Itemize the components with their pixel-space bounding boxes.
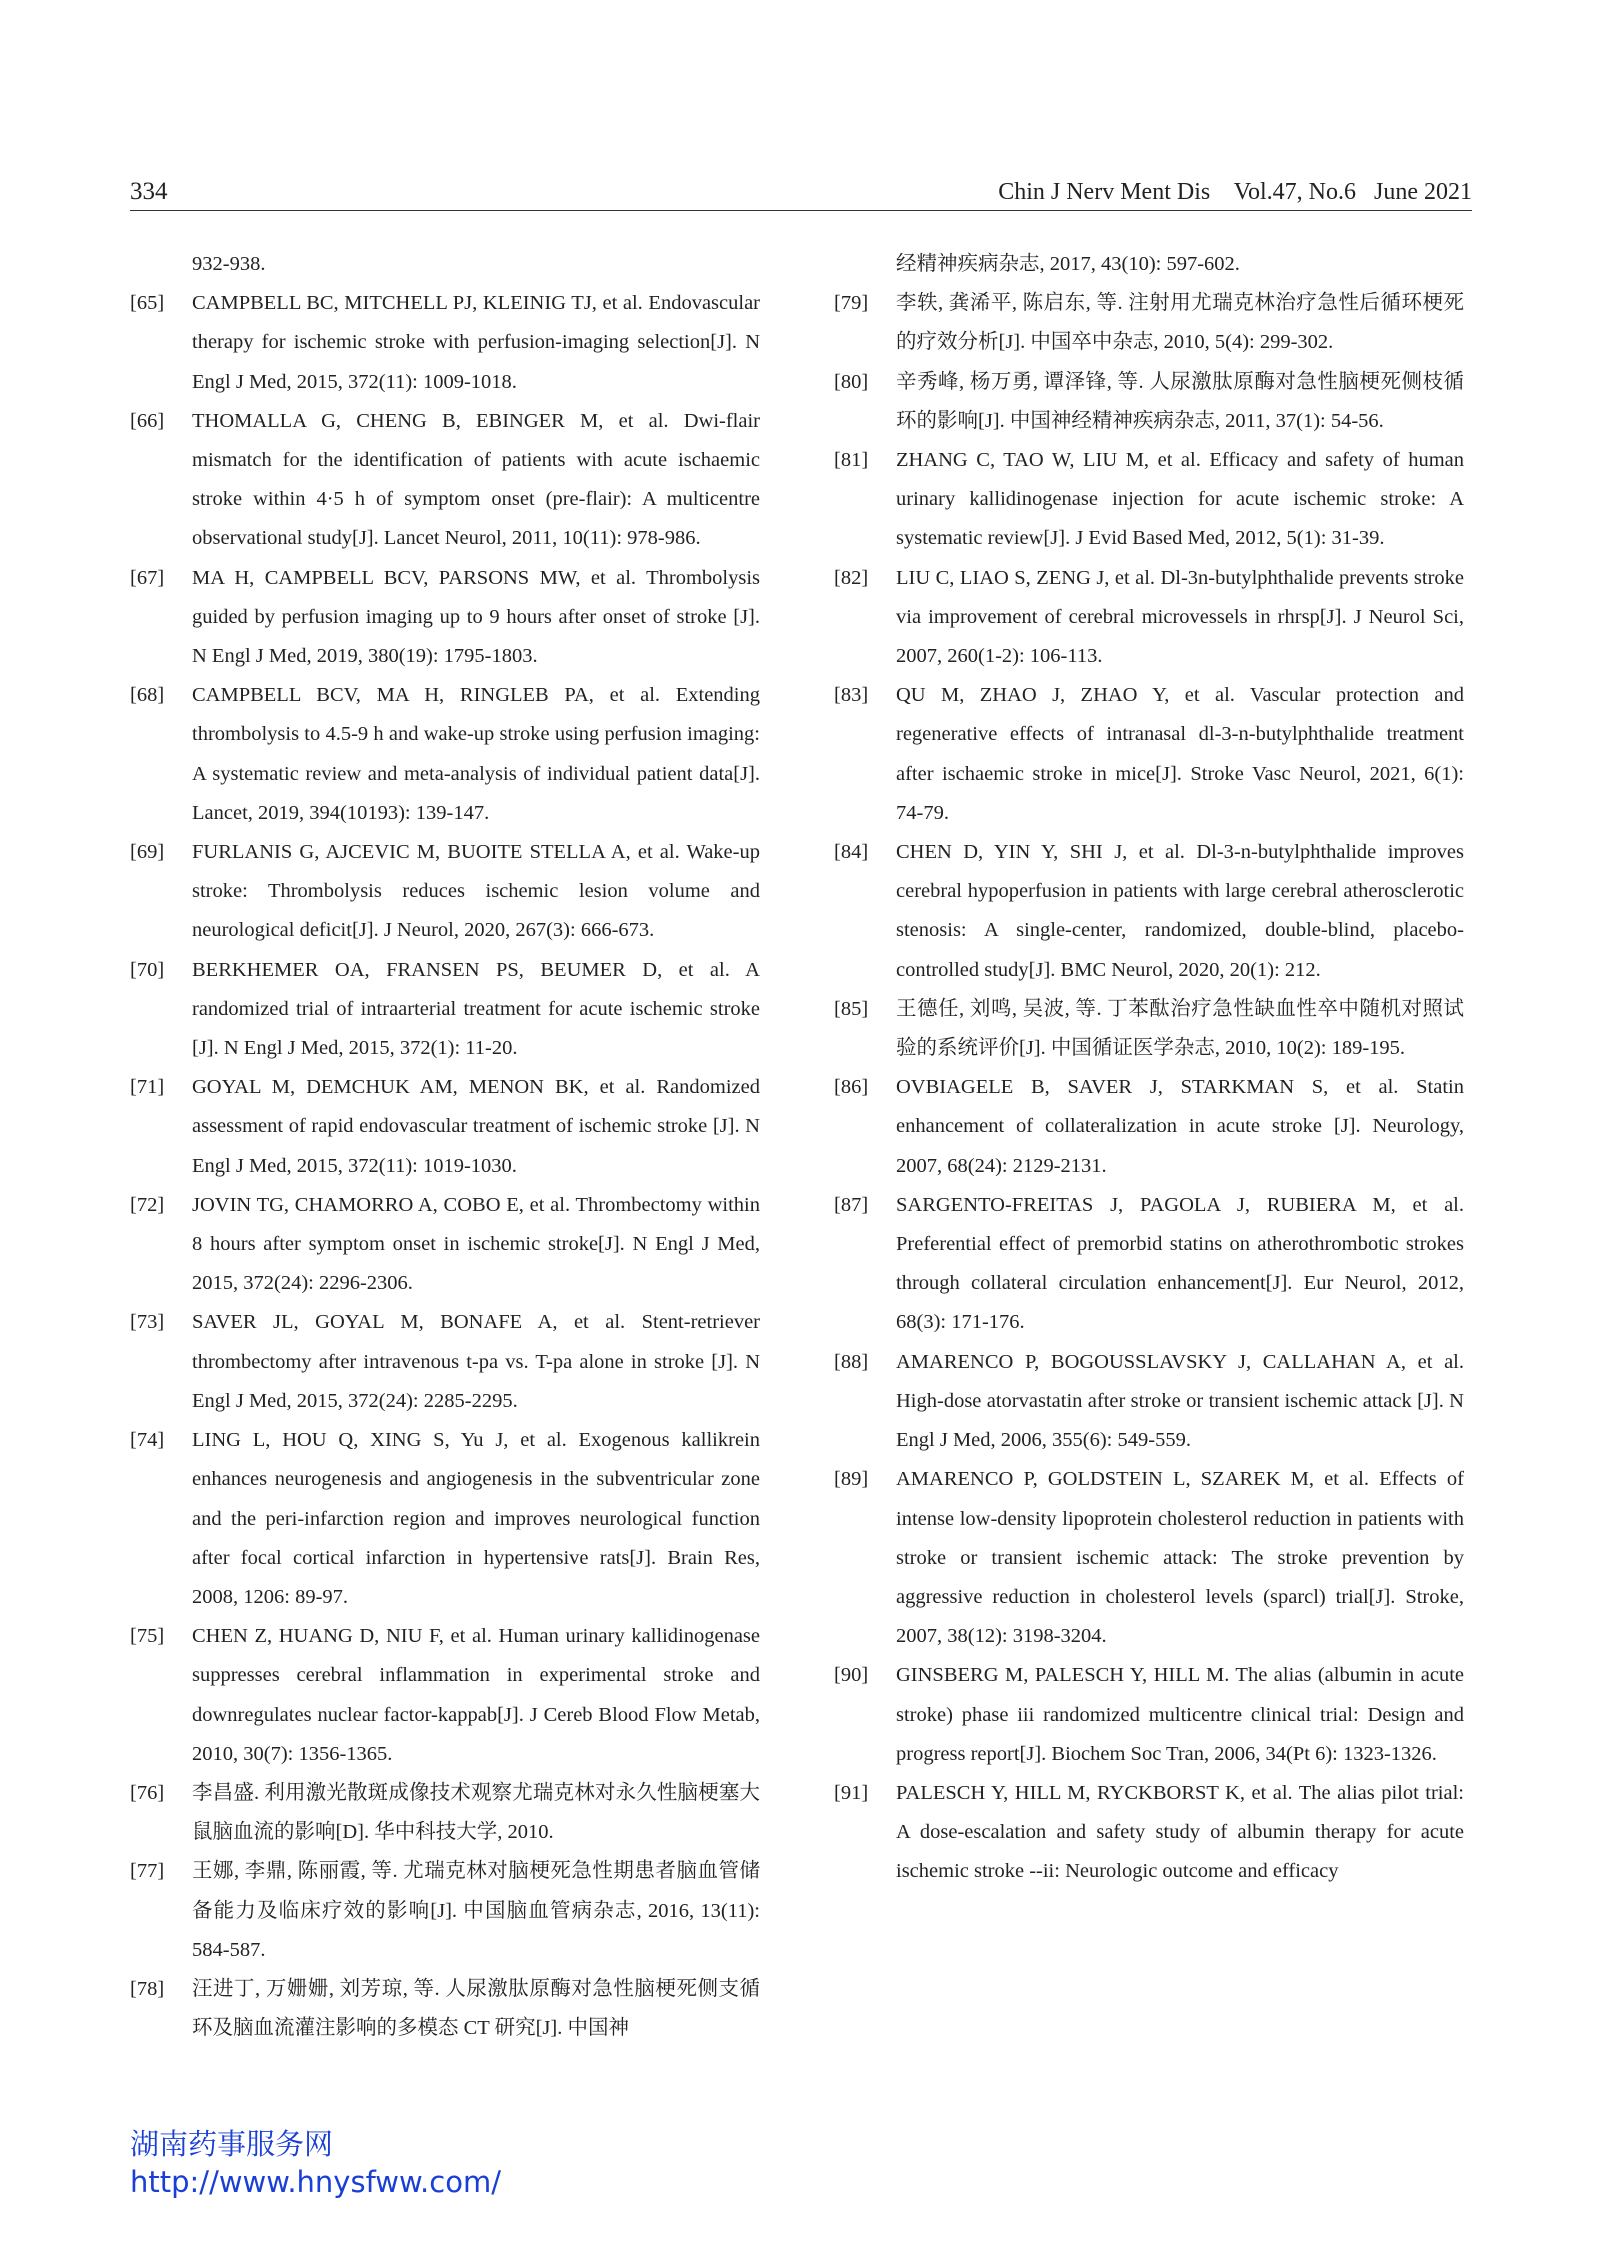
page-number: 334 — [130, 178, 168, 205]
reference-88: [88] AMARENCO P, BOGOUSSLAVSKY J, CALLAHAN A, et al. High-dose atorvastatin after stroke or transient ischemic attack [J]. N Engl J Med, 2006, 355(6): 549-559. — [834, 1350, 1464, 1452]
reference-70: [70] BERKHEMER OA, FRANSEN PS, BEUMER D, et al. A randomized trial of intraarterial treatment for acute ischemic stroke [J]. N Engl J Med, 2015, 372(1): 11-20. — [130, 958, 760, 1060]
left-column — [130, 245, 760, 2048]
reference-67: [67] MA H, CAMPBELL BCV, PARSONS MW, et al. Thrombolysis guided by perfusion imaging up to 9 hours after onset of stroke [J]. N Engl J Med, 2019, 380(19): 1795-1803. — [130, 566, 760, 668]
reference-66: [66] THOMALLA G, CHENG B, EBINGER M, et al. Dwi-flair mismatch for the identification of patients with acute ischaemic stroke within 4·5 h of symptom onset (pre-flair): A multicentre observational study[J]. Lancet Neurol, 2011, 10(11): 978-986. — [130, 409, 760, 550]
watermark-title: 湖南药事服务网 — [130, 2127, 334, 2161]
watermark-url[interactable]: http://www.hnysfww.com/ — [130, 2165, 501, 2199]
reference-77: [77] 王娜, 李鼎, 陈丽霞, 等. 尤瑞克林对脑梗死急性期患者脑血管储备能力及临床疗效的影响[J]. 中国脑血管病杂志, 2016, 13(11): 584-587. — [130, 1860, 760, 1961]
reference-90: [90] GINSBERG M, PALESCH Y, HILL M. The alias (albumin in acute stroke) phase iii randomized multicentre clinical trial: Design and progress report[J]. Biochem Soc Tran, 2006, 34(Pt 6): 1323-1326. — [834, 1664, 1464, 1765]
reference-82: [82] LIU C, LIAO S, ZENG J, et al. Dl-3n-butylphthalide prevents stroke via improvement of cerebral microvessels in rhrsp[J]. J Neurol Sci, 2007, 260(1-2): 106-113. — [834, 566, 1464, 668]
reference-86: [86] OVBIAGELE B, SAVER J, STARKMAN S, et al. Statin enhancement of collateralization in acute stroke [J]. Neurology, 2007, 68(24): 2129-2131. — [834, 1076, 1464, 1177]
reference-73: [73] SAVER JL, GOYAL M, BONAFE A, et al. Stent-retriever thrombectomy after intravenous t-pa vs. T-pa alone in stroke [J]. N Engl J Med, 2015, 372(24): 2285-2295. — [130, 1311, 760, 1412]
reference-85: [85] 王德任, 刘鸣, 吴波, 等. 丁苯酞治疗急性缺血性卒中随机对照试验的系统评价[J]. 中国循证医学杂志, 2010, 10(2): 189-195. — [834, 997, 1464, 1060]
reference-87: [87] SARGENTO-FREITAS J, PAGOLA J, RUBIERA M, et al. Preferential effect of premorbid statins on atherothrombotic strokes through collateral circulation enhancement[J]. Eur Neurol, 2012, 68(3): 171-176. — [834, 1193, 1464, 1334]
reference-65: [65] CAMPBELL BC, MITCHELL PJ, KLEINIG TJ, et al. Endovascular therapy for ischemic stroke with perfusion-imaging selection[J]. N Engl J Med, 2015, 372(11): 1009-1018. — [130, 292, 760, 393]
reference-71: [71] GOYAL M, DEMCHUK AM, MENON BK, et al. Randomized assessment of rapid endovascular treatment of ischemic stroke [J]. N Engl J Med, 2015, 372(11): 1019-1030. — [130, 1076, 760, 1177]
right-column — [834, 245, 1464, 1892]
reference-83: [83] QU M, ZHAO J, ZHAO Y, et al. Vascular protection and regenerative effects of intranasal dl-3-n-butylphthalide treatment after ischaemic stroke in mice[J]. Stroke Vasc Neurol, 2021, 6(1): 74-79. — [834, 684, 1464, 824]
reference-75: [75] CHEN Z, HUANG D, NIU F, et al. Human urinary kallidinogenase suppresses cerebral inflammation in experimental stroke and downregulates nuclear factor-kappab[J]. J Cereb Blood Flow Metab, 2010, 30(7): 1356-1365. — [130, 1625, 760, 1765]
reference-78: [78] 汪进丁, 万姗姗, 刘芳琼, 等. 人尿激肽原酶对急性脑梗死侧支循环及脑血流灌注影响的多模态 CT 研究[J]. 中国神 — [130, 1977, 760, 2040]
reference-74: [74] LING L, HOU Q, XING S, Yu J, et al. Exogenous kallikrein enhances neurogenesis and angiogenesis in the subventricular zone and the peri-infarction region and improves neurological function after focal cortical infarction in hypertensive rats[J]. Brain Res, 2008, 1206: 89-97. — [130, 1429, 760, 1608]
reference-81: [81] ZHANG C, TAO W, LIU M, et al. Efficacy and safety of human urinary kallidinogenase injection for acute ischemic stroke: A systematic review[J]. J Evid Based Med, 2012, 5(1): 31-39. — [834, 449, 1464, 550]
reference-69: [69] FURLANIS G, AJCEVIC M, BUOITE STELLA A, et al. Wake-up stroke: Thrombolysis reduces ischemic lesion volume and neurological deficit[J]. J Neurol, 2020, 267(3): 666-673. — [130, 841, 760, 942]
journal-citation: Chin J Nerv Ment Dis Vol.47, No.6 June 2021 — [998, 179, 1472, 205]
reference-79: [79] 李轶, 龚浠平, 陈启东, 等. 注射用尤瑞克林治疗急性后循环梗死的疗效分析[J]. 中国卒中杂志, 2010, 5(4): 299-302. — [834, 292, 1464, 354]
reference-91: [91] PALESCH Y, HILL M, RYCKBORST K, et al. The alias pilot trial: A dose-escalation and safety study of albumin therapy for acute ischemic stroke --ii: Neurologic outcome and efficacy — [834, 1781, 1464, 1883]
reference-72: [72] JOVIN TG, CHAMORRO A, COBO E, et al. Thrombectomy within 8 hours after symptom onset in ischemic stroke[J]. N Engl J Med, 2015, 372(24): 2296-2306. — [130, 1193, 760, 1295]
reference-84: [84] CHEN D, YIN Y, SHI J, et al. Dl-3-n-butylphthalide improves cerebral hypoperfusion in patients with large cerebral atherosclerotic stenosis: A single-center, randomized, double-blind, placebo-controlled study[J]. BMC Neurol, 2020, 20(1): 212. — [834, 841, 1464, 981]
reference-68: [68] CAMPBELL BCV, MA H, RINGLEB PA, et al. Extending thrombolysis to 4.5-9 h and wake-up stroke using perfusion imaging: A systematic review and meta-analysis of individual patient data[J]. Lancet, 2019, 394(10193): 139-147. — [130, 684, 760, 824]
reference-continuation: 经精神疾病杂志, 2017, 43(10): 597-602. — [896, 253, 1240, 275]
website-watermark — [130, 2125, 501, 2201]
reference-89: [89] AMARENCO P, GOLDSTEIN L, SZAREK M, et al. Effects of intense low-density lipoprotein cholesterol reduction in patients with stroke or transient ischemic attack: The stroke prevention by aggressive reduction in cholesterol levels (sparcl) trial[J]. Stroke, 2007, 38(12): 3198-3204. — [834, 1468, 1464, 1648]
reference-76: [76] 李昌盛. 利用激光散斑成像技术观察尤瑞克林对永久性脑梗塞大鼠脑血流的影响[D]. 华中科技大学, 2010. — [130, 1781, 760, 1844]
reference-continuation: 932-938. — [192, 253, 266, 275]
page-header — [130, 176, 1472, 211]
reference-80: [80] 辛秀峰, 杨万勇, 谭泽锋, 等. 人尿激肽原酶对急性脑梗死侧枝循环的影响[J]. 中国神经精神疾病杂志, 2011, 37(1): 54-56. — [834, 370, 1464, 432]
